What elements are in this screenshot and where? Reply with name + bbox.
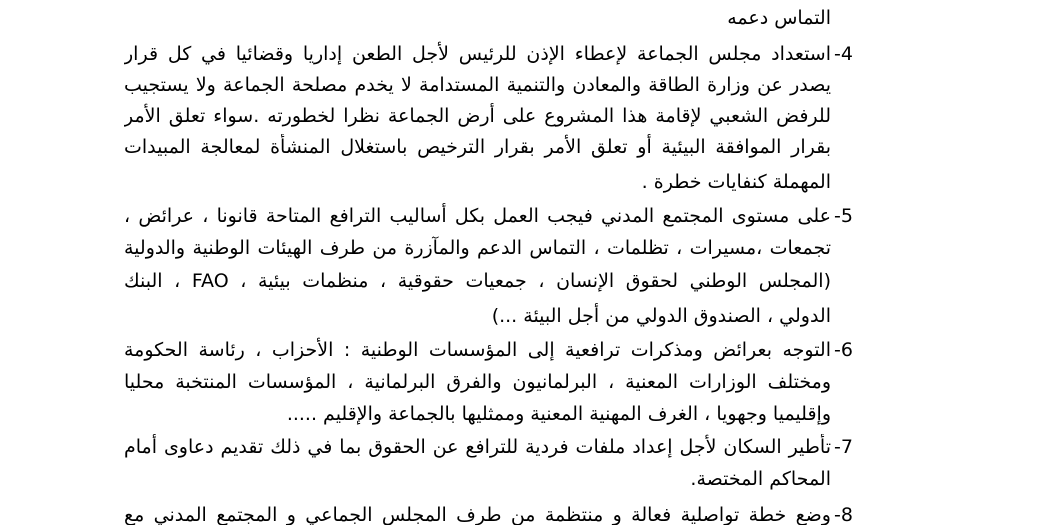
- item-number-8: -8: [834, 504, 853, 525]
- item-4-line-5: المهملة كنفايات خطرة .: [641, 171, 831, 193]
- item-6-line-1: التوجه بعرائض ومذكرات ترافعية إلى المؤسسات الوطنية : الأحزاب ، رئاسة الحكومة: [124, 339, 831, 361]
- item-5-line-2: تجمعات ،مسيرات ، تظلمات ، التماس الدعم والمآزرة من طرف الهيئات الوطنية والدولية: [124, 237, 831, 259]
- item-number-4: -4: [834, 43, 853, 65]
- item-number-5: -5: [834, 205, 853, 227]
- cut-off-top-line: [124, 0, 831, 4]
- item-number-7: -7: [834, 436, 853, 458]
- item-4-line-4: بقرار الموافقة البيئية أو تعلق الأمر بقرار الترخيص باستغلال المنشأة لمعالجة المبيدات: [124, 136, 831, 158]
- item-8-line-1: وضع خطة تواصلية فعالة و منتظمة من طرف المجلس الجماعي و المجتمع المدني مع: [124, 504, 831, 525]
- item-7-line-2: المحاكم المختصة.: [690, 468, 831, 490]
- item-6-line-3: وإقليميا وجهويا ، الغرف المهنية المعنية وممثليها بالجماعة والإقليم .....: [286, 403, 831, 425]
- item-number-6: -6: [834, 339, 853, 361]
- item-5-line-3: (المجلس الوطني لحقوق الإنسان ، جمعيات حقوقية ، منظمات بيئية ، FAO ، البنك: [124, 270, 831, 292]
- item-6-line-2: ومختلف الوزارات المعنية ، البرلمانيون والفرق البرلمانية ، المؤسسات المنتخبة محليا: [124, 371, 831, 393]
- item-4-line-3: للرفض الشعبي لإقامة هذا المشروع على أرض الجماعة نظرا لخطورته .سواء تعلق الأمر: [124, 105, 831, 127]
- item-5-line-1: على مستوى المجتمع المدني فيجب العمل بكل أساليب الترافع المتاحة قانونا ، عرائض ،: [124, 205, 831, 227]
- item-5-line-4: الدولي ، الصندوق الدولي من أجل البيئة ...): [491, 305, 831, 327]
- item-7-line-1: تأطير السكان لأجل إعداد ملفات فردية للترافع عن الحقوق بما في ذلك تقديم دعاوى أمام: [124, 436, 831, 458]
- item-4-line-2: يصدر عن وزارة الطاقة والمعادن والتنمية المستدامة لا يخدم مصلحة الجماعة ولا يستجيب: [124, 74, 831, 96]
- item-4-line-1: استعداد مجلس الجماعة لإعطاء الإذن للرئيس لأجل الطعن إداريا وقضائيا في كل قرار: [124, 43, 831, 65]
- item-continuation-line: التماس دعمه: [727, 7, 831, 29]
